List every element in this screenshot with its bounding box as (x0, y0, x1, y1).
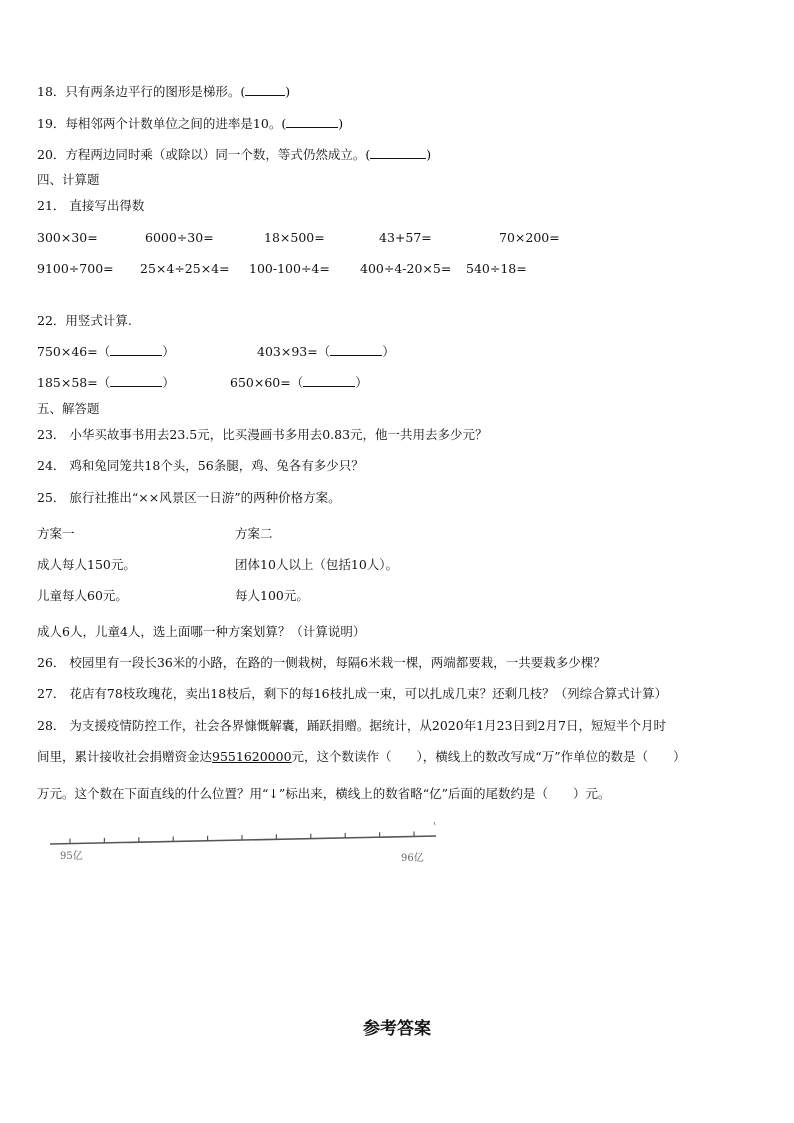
number-line-axis (50, 836, 436, 844)
calc-item: 100-100÷4= (249, 261, 330, 276)
calc-item: 25×4÷25×4= (140, 261, 230, 276)
number-line-right-label: 96亿 (401, 853, 424, 864)
plan-one-child: 儿童每人60元。 (37, 588, 128, 603)
answer-blank[interactable] (303, 374, 355, 387)
calc-item: 400÷4-20×5= (360, 261, 452, 276)
plan-one-adult: 成人每人150元。 (37, 557, 136, 572)
number-line-mark (434, 822, 435, 825)
section-heading-calculation: 四、计算题 (37, 172, 100, 187)
vertical-calc-item: 403×93=（ ） (257, 344, 395, 359)
number-line-left-label: 95亿 (60, 851, 83, 862)
vertical-calc-item: 185×58=（ ） (37, 375, 175, 390)
question-21-title: 21． 直接写出得数 (37, 198, 145, 213)
answer-blank[interactable] (110, 343, 162, 356)
question-28-line3: 万元。这个数在下面直线的什么位置？用“↓”标出来，横线上的数省略“亿”后面的尾数约是（ ）元。 (37, 786, 611, 801)
calc-item: 18×500= (264, 230, 325, 245)
answer-blank[interactable] (286, 115, 338, 128)
question-18: 18．只有两条边平行的图形是梯形。( ) (37, 84, 291, 99)
question-23: 23． 小华买故事书用去23.5元，比买漫画书多用去0.83元，他一共用去多少元？ (37, 427, 488, 442)
answer-section-title: 参考答案 (363, 1019, 431, 1039)
answer-blank[interactable] (110, 374, 162, 387)
calc-item: 9100÷700= (37, 261, 114, 276)
question-27: 27． 花店有78枝玫瑰花，卖出18枝后，剩下的每16枝扎成一束，可以扎成几束？还剩几枝？（列综合算式计算） (37, 686, 668, 701)
number-line[interactable] (44, 816, 444, 866)
calc-item: 300×30= (37, 230, 98, 245)
answer-blank[interactable] (245, 83, 285, 96)
question-24: 24． 鸡和兔同笼共18个头，56条腿，鸡、兔各有多少只？ (37, 458, 364, 473)
answer-blank[interactable] (330, 343, 382, 356)
plan-two-price: 每人100元。 (235, 588, 309, 603)
vertical-calc-item: 750×46=（ ） (37, 344, 175, 359)
question-19: 19．每相邻两个计数单位之间的进率是10。( ) (37, 116, 344, 131)
question-28-line1: 28． 为支援疫情防控工作，社会各界慷慨解囊，踊跃捐赠。据统计，从2020年1月23日到2月7日，短短半个月时 (37, 718, 666, 733)
question-26: 26． 校园里有一段长36米的小路，在路的一侧栽树，每隔6米栽一棵，两端都要栽，一共要栽多少棵？ (37, 655, 606, 670)
answer-blank[interactable] (370, 146, 426, 159)
section-heading-word-problems: 五、解答题 (37, 401, 100, 416)
plan-two-condition: 团体10人以上（包括10人）。 (235, 557, 399, 572)
calc-item: 540÷18= (466, 261, 527, 276)
plan-two-title: 方案二 (235, 526, 273, 541)
calc-item: 6000÷30= (145, 230, 214, 245)
calc-item: 70×200= (499, 230, 560, 245)
question-22-title: 22．用竖式计算. (37, 313, 132, 328)
calc-item: 43+57= (379, 230, 432, 245)
vertical-calc-item: 650×60=（ ） (230, 375, 368, 390)
donation-amount: 9551620000 (212, 749, 292, 764)
question-20: 20．方程两边同时乘（或除以）同一个数，等式仍然成立。( ) (37, 147, 432, 162)
plan-one-title: 方案一 (37, 526, 75, 541)
question-28-line2: 间里，累计接收社会捐赠资金达9551620000元，这个数读作（ ），横线上的数改写成“万”作单位的数是（ ） (37, 749, 686, 764)
question-25-ask: 成人6人，儿童4人，选上面哪一种方案划算？（计算说明） (37, 624, 366, 639)
question-25-intro: 25． 旅行社推出“××风景区一日游”的两种价格方案。 (37, 490, 341, 505)
